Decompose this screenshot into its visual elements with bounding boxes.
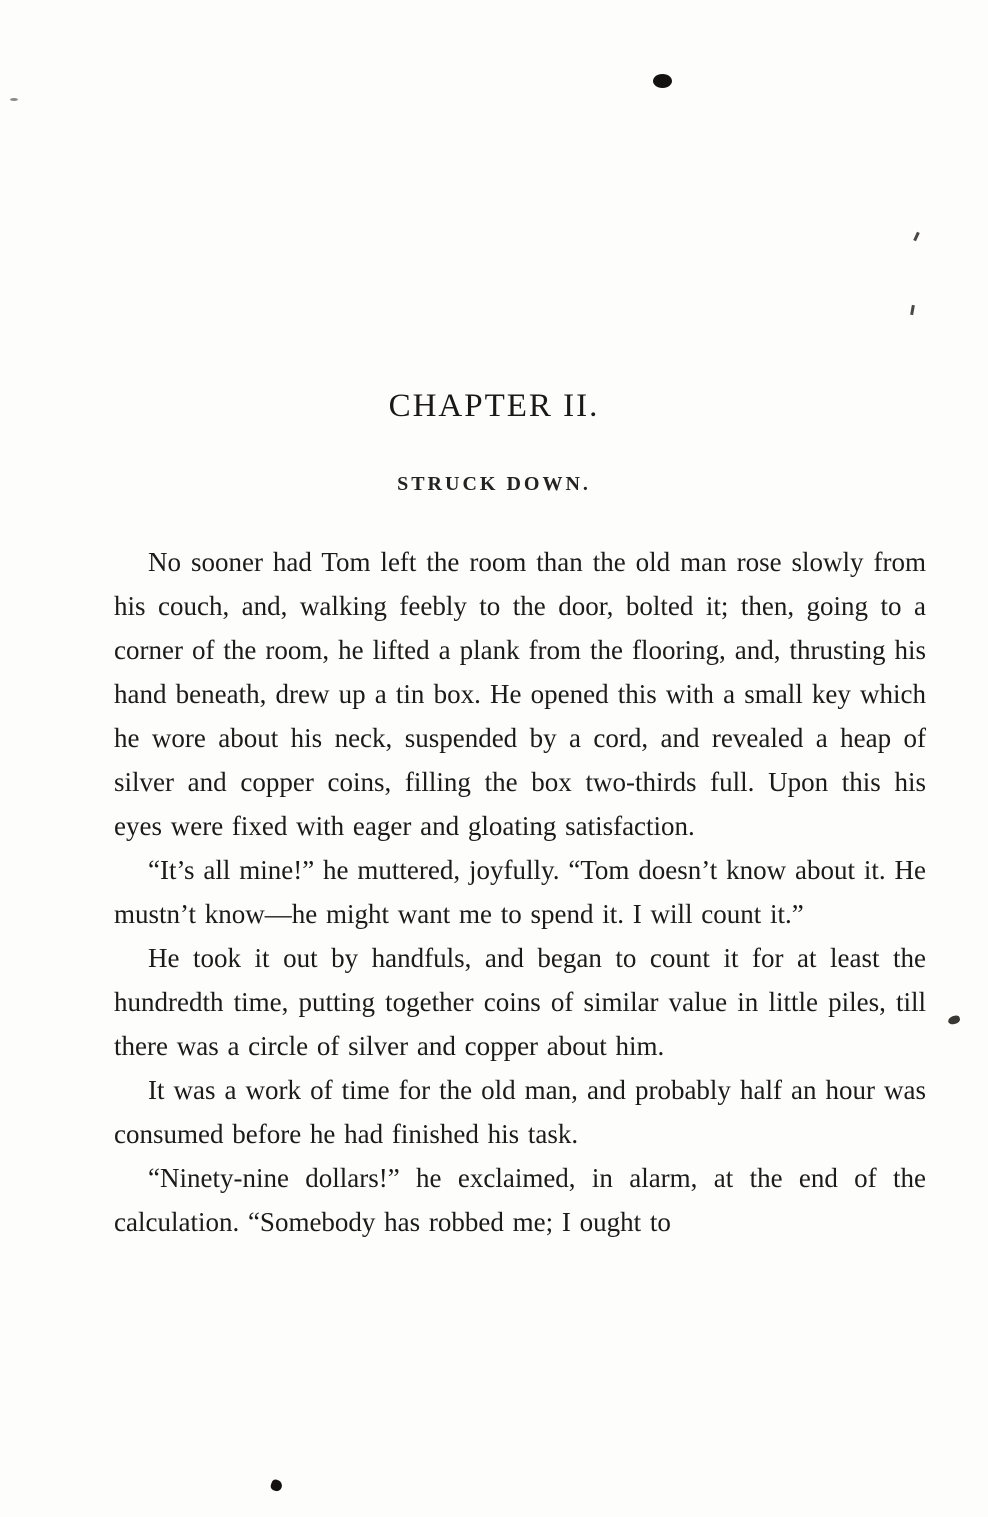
ink-speck bbox=[947, 1015, 961, 1026]
paragraph: No sooner had Tom left the room than the old man rose slowly from his couch, and, walking feebly to the door, bolted it; then, going to a corner of the room, he lifted a plank from the flooring, and, thrusting his hand beneath, drew up a tin box. He opened this with a small key which he wore about his neck, suspended by a cord, and revealed a heap of silver and copper coins, filling the box two-thirds full. Upon this his eyes were fixed with eager and gloating satisfaction. bbox=[114, 547, 926, 841]
paragraph: “Ninety-nine dollars!” he exclaimed, in alarm, at the end of the calculation. “Somebody has robbed me; I ought to bbox=[114, 1163, 926, 1237]
ink-speck bbox=[653, 74, 672, 88]
heading-block bbox=[0, 0, 988, 496]
ink-speck bbox=[269, 1478, 283, 1492]
paragraph: He took it out by handfuls, and began to count it for at least the hundredth time, putting together coins of similar value in little piles, till there was a circle of silver and copper about him. bbox=[114, 943, 926, 1061]
chapter-heading: CHAPTER II. bbox=[388, 388, 600, 424]
paragraph: “It’s all mine!” he muttered, joyfully. “Tom doesn’t know about it. He mustn’t know—he might want me to spend it. I will count it.” bbox=[114, 855, 926, 929]
ink-speck bbox=[10, 98, 18, 101]
section-title: STRUCK DOWN. bbox=[397, 473, 591, 495]
body-text bbox=[114, 540, 926, 1244]
paragraph: It was a work of time for the old man, and probably half an hour was consumed before he had finished his task. bbox=[114, 1075, 926, 1149]
